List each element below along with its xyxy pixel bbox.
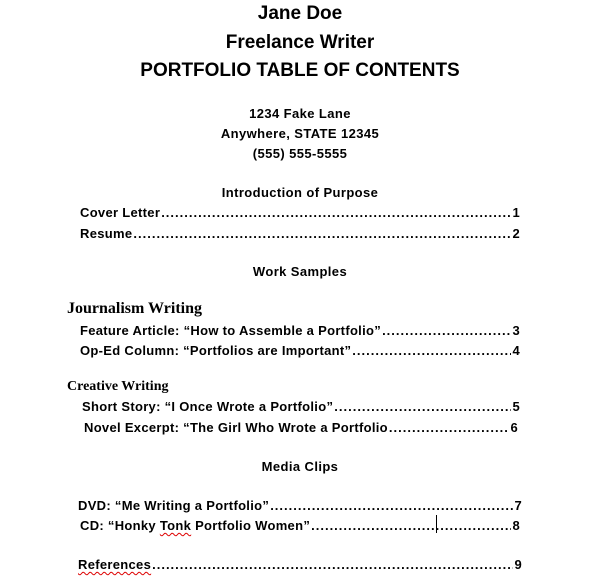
section-heading-work-samples: Work Samples — [252, 264, 348, 279]
toc-entry-cd — [80, 518, 520, 533]
address-street: 1234 Fake Lane — [249, 106, 351, 121]
toc-entry-novel-excerpt — [84, 420, 518, 435]
section-heading-intro: Introduction of Purpose — [221, 185, 379, 200]
toc-entry-page: 6 — [510, 420, 518, 435]
dot-leader — [334, 399, 511, 414]
toc-entry-references — [78, 557, 522, 572]
toc-entry-op-ed — [80, 343, 520, 358]
toc-entry-page: 7 — [514, 498, 522, 513]
subheading-creative: Creative Writing — [67, 379, 169, 394]
author-role: Freelance Writer — [225, 32, 375, 53]
toc-entry-label: Cover Letter — [80, 205, 161, 220]
toc-entry-page: 1 — [512, 205, 520, 220]
author-name: Jane Doe — [257, 3, 343, 24]
toc-entry-label: References — [78, 557, 152, 572]
dot-leader — [352, 343, 511, 358]
toc-entry-page: 5 — [512, 399, 520, 414]
text-cursor — [436, 515, 437, 533]
spellcheck-flagged-word: Tonk — [159, 518, 192, 533]
toc-entry-label: Resume — [80, 226, 133, 241]
toc-entry-short-story — [82, 399, 520, 414]
toc-entry-label: Feature Article: “How to Assemble a Portfolio” — [80, 323, 382, 338]
toc-entry-page: 2 — [512, 226, 520, 241]
toc-entry-page: 9 — [514, 557, 522, 572]
subheading-journalism: Journalism Writing — [67, 300, 202, 317]
dot-leader — [311, 518, 511, 533]
toc-entry-page: 3 — [512, 323, 520, 338]
dot-leader — [270, 498, 513, 513]
toc-entry-label: Short Story: “I Once Wrote a Portfolio” — [82, 399, 334, 414]
toc-entry-dvd — [78, 498, 522, 513]
address-phone: (555) 555-5555 — [252, 146, 348, 161]
page-title: PORTFOLIO TABLE OF CONTENTS — [140, 60, 460, 81]
label-prefix: CD: “Honky — [80, 518, 160, 533]
toc-entry-label: Novel Excerpt: “The Girl Who Wrote a Portfolio — [84, 420, 388, 435]
toc-entry-cover-letter — [80, 205, 520, 220]
toc-entry-label: DVD: “Me Writing a Portfolio” — [78, 498, 270, 513]
toc-entry-resume — [80, 226, 520, 241]
toc-entry-label — [80, 518, 310, 533]
section-heading-media: Media Clips — [261, 459, 339, 474]
address-city: Anywhere, STATE 12345 — [220, 126, 380, 141]
toc-entry-page: 4 — [512, 343, 520, 358]
label-suffix: Portfolio Women” — [191, 518, 311, 533]
toc-entry-page: 8 — [512, 518, 520, 533]
dot-leader — [152, 557, 513, 572]
dot-leader — [133, 226, 511, 241]
toc-entry-feature-article — [80, 323, 520, 338]
dot-leader — [382, 323, 511, 338]
toc-entry-label: Op-Ed Column: “Portfolios are Important” — [80, 343, 352, 358]
dot-leader — [161, 205, 511, 220]
dot-leader — [389, 420, 510, 435]
